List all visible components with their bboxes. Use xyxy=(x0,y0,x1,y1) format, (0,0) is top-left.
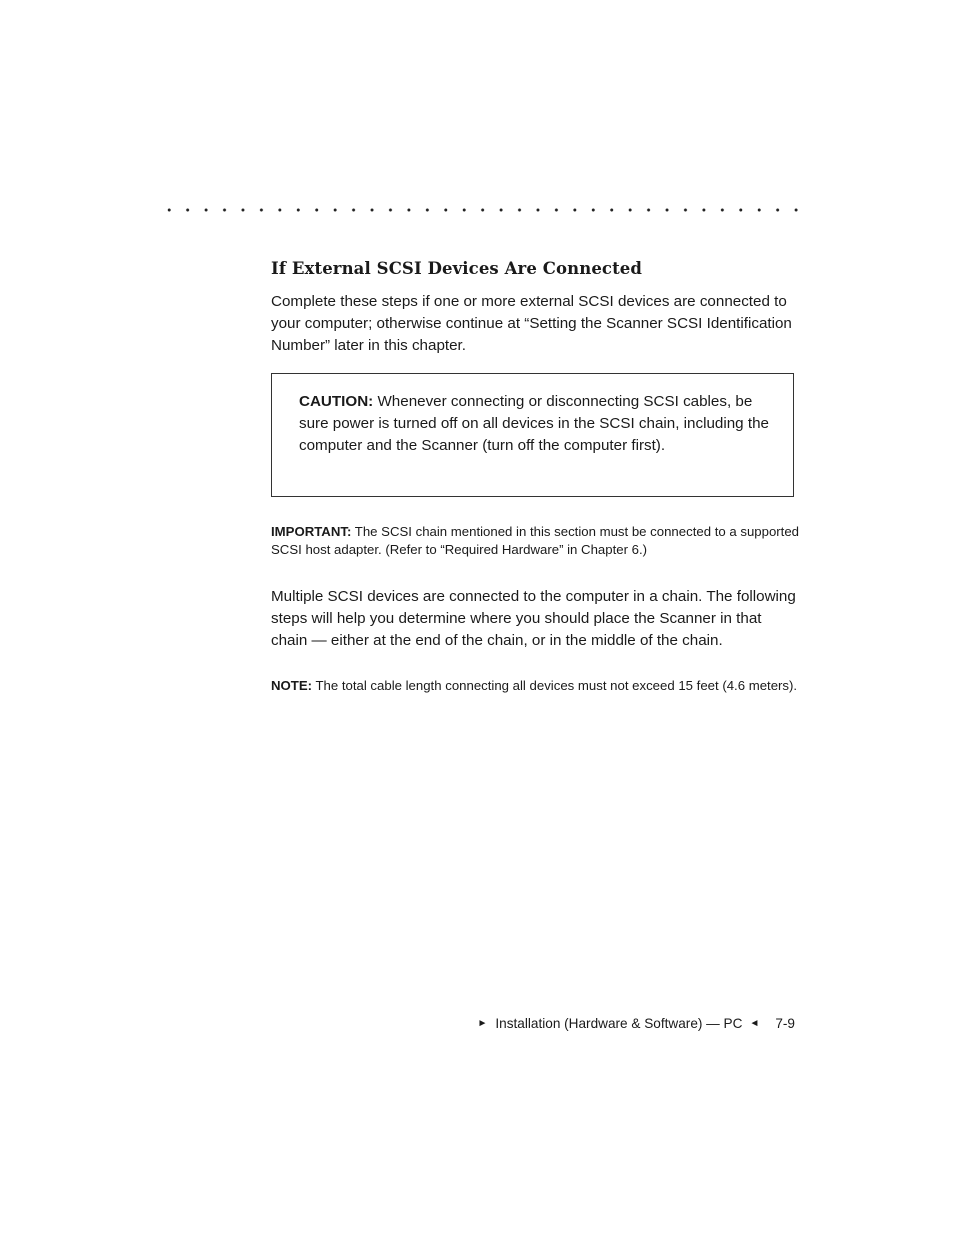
important-label: IMPORTANT: xyxy=(271,524,352,539)
important-note xyxy=(271,523,801,559)
chain-paragraph: Multiple SCSI devices are connected to the computer in a chain. The following steps will help you determine where you should place the Scanner in that chain — either at the end of the chain, or in the middle of the chain. xyxy=(271,588,796,649)
intro-paragraph: Complete these steps if one or more external SCSI devices are connected to your computer; otherwise continue at “Setting the Scanner SCSI Identification Number” later in this chapter. xyxy=(271,293,792,354)
caution-paragraph xyxy=(299,391,769,456)
section-heading: If External SCSI Devices Are Connected xyxy=(271,259,643,278)
page-footer xyxy=(477,1016,795,1031)
important-text: The SCSI chain mentioned in this section must be connected to a supported SCSI host adapter. (Refer to “Required Hardware” in Chapter 6.) xyxy=(271,524,800,557)
note-label: NOTE: xyxy=(271,678,313,693)
cable-length-note xyxy=(271,677,801,695)
caution-label: CAUTION: xyxy=(299,393,374,410)
note-text: The total cable length connecting all devices must not exceed 15 feet (4.6 meters). xyxy=(312,678,798,693)
triangle-left-icon: ◄ xyxy=(749,1018,760,1029)
dotted-divider xyxy=(160,204,800,216)
page-number: 7-9 xyxy=(775,1016,795,1031)
triangle-right-icon: ► xyxy=(477,1018,488,1029)
caution-text: Whenever connecting or disconnecting SCSI cables, be sure power is turned off on all devices in the SCSI chain, including the computer and the Scanner (turn off the computer first). xyxy=(299,393,769,454)
footer-chapter-title: Installation (Hardware & Software) — PC xyxy=(495,1016,743,1031)
caution-box xyxy=(271,373,794,497)
